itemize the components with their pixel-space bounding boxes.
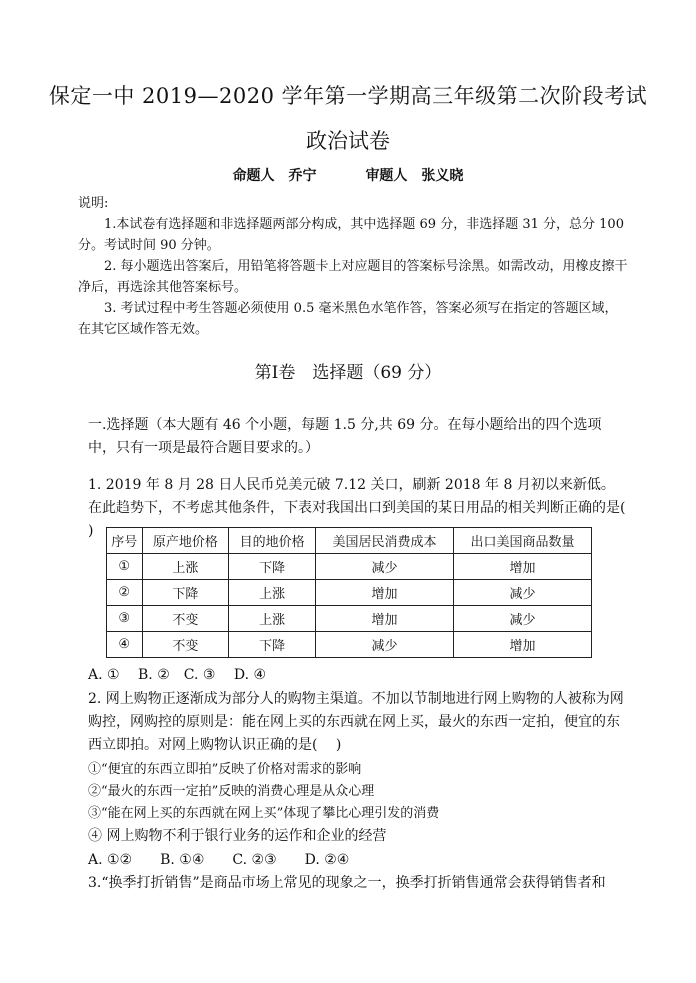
- table-cell: 上涨: [229, 580, 316, 606]
- table-header-cell: 目的地价格: [229, 528, 316, 554]
- table-cell: 增加: [453, 632, 591, 658]
- question-2-choices: A. ①② B. ①④ C. ②③ D. ②④: [88, 852, 350, 868]
- instruction-item: 3. 考试过程中考生答题必须使用 0.5 毫米黑色水笔作答，答案必须写在指定的答题区域，在其它区域作答无效。: [78, 301, 618, 337]
- table-header-cell: 出口美国商品数量: [453, 528, 591, 554]
- instructions: [78, 193, 630, 340]
- question-2-option: ③“能在网上买的东西就在网上买”体现了攀比心理引发的消费: [88, 806, 440, 821]
- table-cell: ③: [107, 606, 143, 632]
- question-1-table: [106, 527, 592, 658]
- table-header-cell: 原产地价格: [142, 528, 229, 554]
- authors-line: [0, 165, 696, 185]
- table-row: [107, 554, 592, 580]
- instruction-item: 2. 每小题选出答案后，用铅笔将答题卡上对应题目的答案标号涂黑。如需改动，用橡皮擦干净后，再选涂其他答案标号。: [78, 259, 628, 295]
- table-cell: 上涨: [142, 554, 229, 580]
- table-row: [107, 580, 592, 606]
- table-cell: ②: [107, 580, 143, 606]
- table-header-cell: 美国居民消费成本: [316, 528, 454, 554]
- table-cell: 下降: [229, 554, 316, 580]
- table-cell: 减少: [453, 606, 591, 632]
- table-cell: 减少: [453, 580, 591, 606]
- table-cell: 上涨: [229, 606, 316, 632]
- question-3-stem: 3.“换季打折销售”是商品市场上常见的现象之一，换季打折销售通常会获得销售者和: [88, 875, 606, 891]
- exam-title: 保定一中 2019—2020 学年第一学期高三年级第二次阶段考试: [48, 84, 648, 108]
- table-header-row: [107, 528, 592, 554]
- table-cell: 增加: [316, 606, 454, 632]
- author-label: 命题人 乔宁: [232, 168, 317, 184]
- section-title: 第Ⅰ卷 选择题（69 分）: [254, 363, 442, 383]
- table-row: [107, 632, 592, 658]
- question-2-option: ②“最火的东西一定拍”反映的消费心理是从众心理: [88, 784, 375, 799]
- question-2-option: ④ 网上购物不利于银行业务的运作和企业的经营: [88, 828, 387, 844]
- reviewer-label: 审题人 张义晓: [365, 168, 464, 184]
- question-1-choices: A. ① B. ② C. ③ D. ④: [88, 667, 267, 683]
- table-cell: 增加: [316, 580, 454, 606]
- question-2-stem: 2. 网上购物正逐渐成为部分人的购物主渠道。不加以节制地进行网上购物的人被称为网购控，网购控的原则是：能在网上买的东西就在网上买，最火的东西一定拍，便宜的东西立即拍。对网上购物认识正确的是( ): [88, 691, 624, 753]
- table-cell: 增加: [453, 554, 591, 580]
- question-2-option: ①“便宜的东西立即拍”反映了价格对需求的影响: [88, 762, 362, 777]
- table-cell: 下降: [229, 632, 316, 658]
- table-cell: 减少: [316, 554, 454, 580]
- instruction-item: 1.本试卷有选择题和非选择题两部分构成，其中选择题 69 分，非选择题 31 分，总分 100 分。考试时间 90 分钟。: [78, 217, 624, 253]
- part-intro: 一.选择题（本大题有 46 个小题，每题 1.5 分,共 69 分。在每小题给出的四个选项中，只有一项是最符合题目要求的。）: [88, 417, 602, 456]
- table-cell: ①: [107, 554, 143, 580]
- table-cell: 不变: [142, 632, 229, 658]
- table-cell: 下降: [142, 580, 229, 606]
- instructions-label: 说明:: [78, 196, 109, 211]
- table-header-cell: 序号: [107, 528, 143, 554]
- question-1-stem: 1. 2019 年 8 月 28 日人民币兑美元破 7.12 关口，刷新 2018 年 8 月初以来新低。在此趋势下，不考虑其他条件，下表对我国出口到美国的某日用品的相关判断正确的是( ): [88, 477, 644, 539]
- table-cell: ④: [107, 632, 143, 658]
- exam-subject: 政治试卷: [306, 129, 390, 153]
- table-cell: 不变: [142, 606, 229, 632]
- table-cell: 减少: [316, 632, 454, 658]
- table-row: [107, 606, 592, 632]
